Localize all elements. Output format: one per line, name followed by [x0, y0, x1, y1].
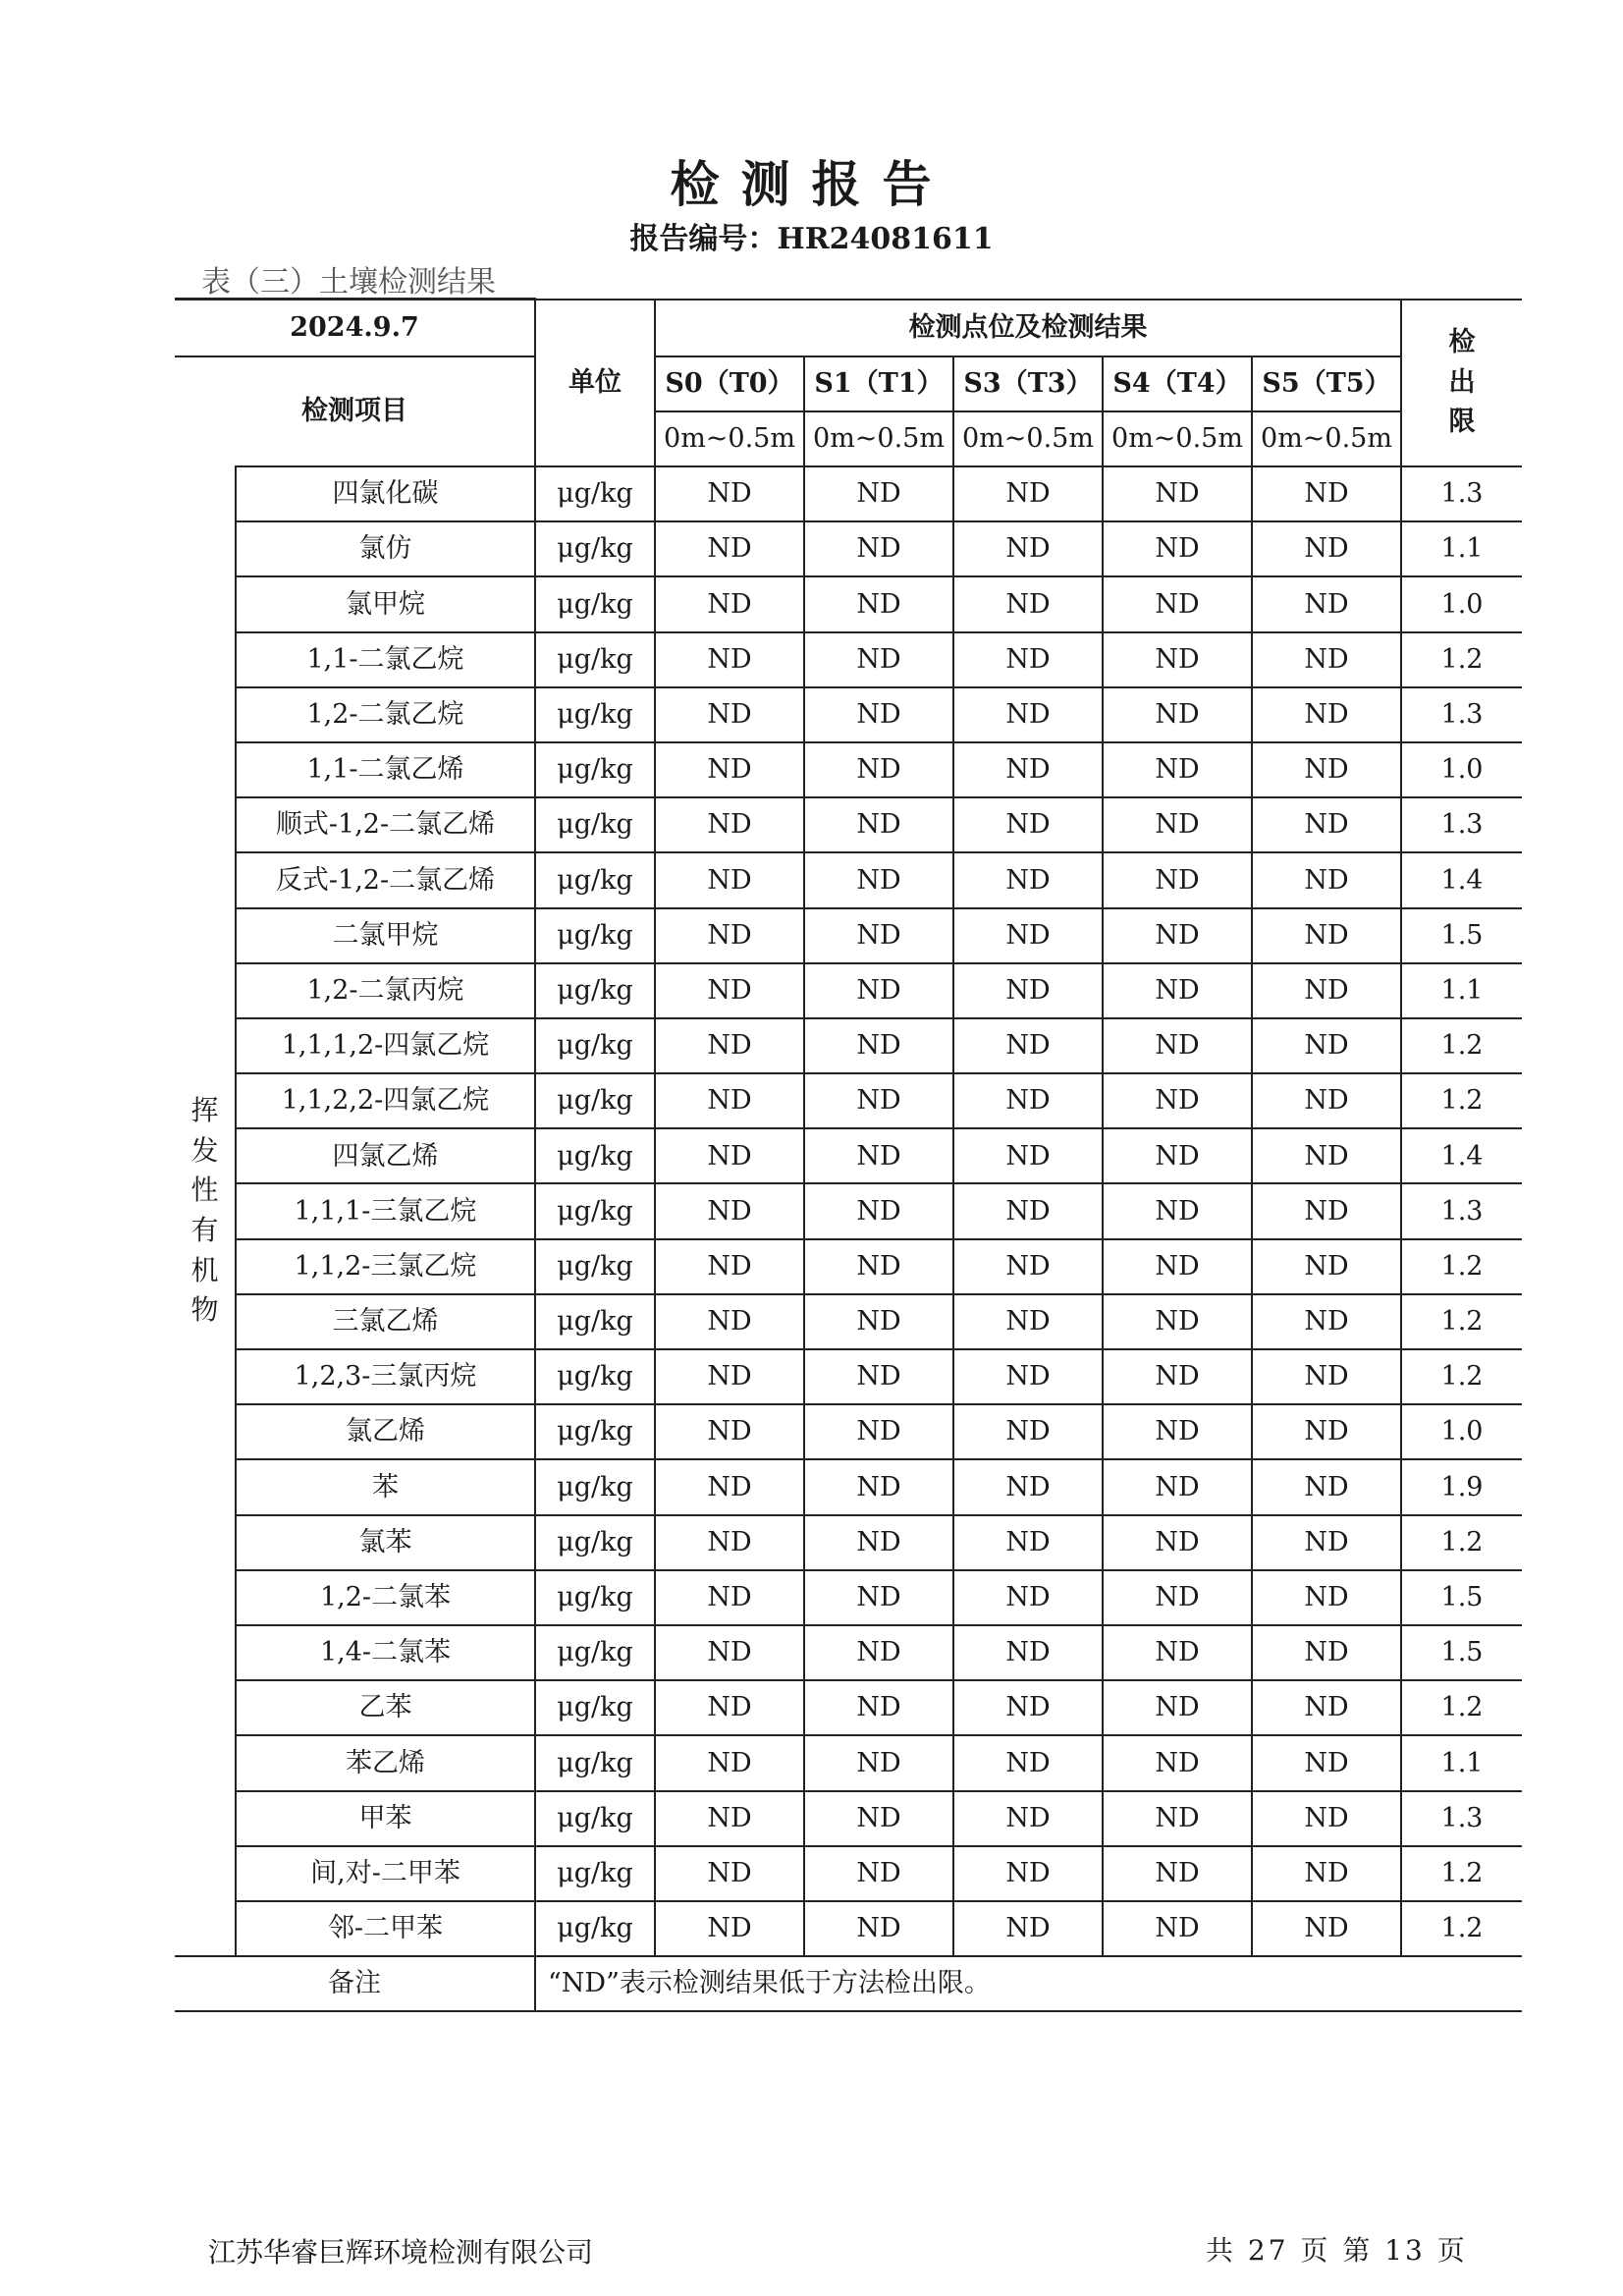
unit-header: 单位: [535, 300, 655, 467]
item-unit: μg/kg: [535, 576, 655, 631]
item-name: 甲苯: [236, 1791, 535, 1846]
results-header: 检测点位及检测结果: [655, 300, 1401, 357]
table-row: [175, 1791, 1522, 1846]
result-value: ND: [1252, 797, 1401, 852]
remark-label: 备注: [175, 1956, 535, 2011]
result-value: ND: [1103, 1183, 1252, 1238]
item-unit: μg/kg: [535, 1073, 655, 1128]
result-value: ND: [655, 1239, 804, 1294]
item-unit: μg/kg: [535, 1515, 655, 1570]
item-unit: μg/kg: [535, 1901, 655, 1956]
remark-text: “ND”表示检测结果低于方法检出限。: [535, 1956, 1522, 2011]
table-row: [175, 1735, 1522, 1790]
result-value: ND: [1252, 1515, 1401, 1570]
result-value: ND: [655, 1515, 804, 1570]
item-unit: μg/kg: [535, 1183, 655, 1238]
result-value: ND: [953, 687, 1103, 742]
table-row: [175, 797, 1522, 852]
result-value: ND: [1252, 963, 1401, 1018]
item-name: 1,1,1-三氯乙烷: [236, 1183, 535, 1238]
result-value: ND: [1252, 1018, 1401, 1073]
item-unit: μg/kg: [535, 521, 655, 576]
result-value: ND: [655, 1791, 804, 1846]
group-label-char: 发: [190, 1133, 219, 1167]
item-unit: μg/kg: [535, 687, 655, 742]
result-value: ND: [1103, 797, 1252, 852]
item-name: 1,2-二氯苯: [236, 1570, 535, 1625]
item-name: 1,2,3-三氯丙烷: [236, 1349, 535, 1404]
result-value: ND: [1252, 1625, 1401, 1680]
item-unit: μg/kg: [535, 1791, 655, 1846]
table-row: [175, 1570, 1522, 1625]
item-unit: μg/kg: [535, 1018, 655, 1073]
group-label-char: 有: [190, 1214, 219, 1247]
detection-limit: 1.1: [1401, 963, 1522, 1018]
result-value: ND: [655, 1570, 804, 1625]
result-value: ND: [1103, 1349, 1252, 1404]
result-value: ND: [1252, 521, 1401, 576]
result-value: ND: [1252, 1404, 1401, 1459]
table-row: [175, 1515, 1522, 1570]
result-value: ND: [804, 576, 953, 631]
result-value: ND: [1103, 521, 1252, 576]
result-value: ND: [1103, 908, 1252, 963]
result-value: ND: [1252, 908, 1401, 963]
table-caption: 表（三）土壤检测结果: [201, 265, 496, 300]
item-name: 1,2-二氯丙烷: [236, 963, 535, 1018]
station-header: S3（T3）: [953, 356, 1103, 411]
result-value: ND: [1103, 1018, 1252, 1073]
result-value: ND: [804, 908, 953, 963]
item-unit: μg/kg: [535, 1459, 655, 1514]
result-value: ND: [804, 1073, 953, 1128]
result-value: ND: [804, 1515, 953, 1570]
result-value: ND: [953, 1239, 1103, 1294]
table-row: [175, 1680, 1522, 1735]
item-unit: μg/kg: [535, 963, 655, 1018]
table-row: [175, 687, 1522, 742]
result-value: ND: [804, 797, 953, 852]
item-name: 1,1-二氯乙烯: [236, 742, 535, 797]
result-value: ND: [655, 1846, 804, 1901]
result-value: ND: [1103, 1128, 1252, 1183]
result-value: ND: [953, 1625, 1103, 1680]
item-unit: μg/kg: [535, 632, 655, 687]
item-name: 邻-二甲苯: [236, 1901, 535, 1956]
group-label-char: 机: [190, 1253, 219, 1286]
detection-limit: 1.1: [1401, 1735, 1522, 1790]
result-value: ND: [1103, 1846, 1252, 1901]
table-row: [175, 1128, 1522, 1183]
limit-header: [1401, 300, 1522, 467]
result-value: ND: [804, 1570, 953, 1625]
result-value: ND: [953, 1846, 1103, 1901]
result-value: ND: [655, 1901, 804, 1956]
item-unit: μg/kg: [535, 1846, 655, 1901]
detection-limit: 1.4: [1401, 852, 1522, 907]
result-value: ND: [1103, 1459, 1252, 1514]
table-row: [175, 1183, 1522, 1238]
result-value: ND: [1103, 632, 1252, 687]
result-value: ND: [1252, 1128, 1401, 1183]
result-value: ND: [953, 1901, 1103, 1956]
detection-limit: 1.9: [1401, 1459, 1522, 1514]
table-row: [175, 963, 1522, 1018]
detection-limit: 1.2: [1401, 1239, 1522, 1294]
result-value: ND: [1103, 1515, 1252, 1570]
table-row: [175, 1018, 1522, 1073]
result-value: ND: [804, 521, 953, 576]
item-name: 四氯乙烯: [236, 1128, 535, 1183]
table-row: [175, 1294, 1522, 1349]
item-name: 反式-1,2-二氯乙烯: [236, 852, 535, 907]
table-row: [175, 576, 1522, 631]
table-row: [175, 632, 1522, 687]
result-value: ND: [1103, 1570, 1252, 1625]
result-value: ND: [953, 466, 1103, 521]
result-value: ND: [953, 1515, 1103, 1570]
detection-limit: 1.3: [1401, 687, 1522, 742]
result-value: ND: [1252, 852, 1401, 907]
detection-limit: 1.3: [1401, 466, 1522, 521]
result-value: ND: [1103, 576, 1252, 631]
result-value: ND: [953, 632, 1103, 687]
limit-header-text: 检出限: [1448, 327, 1476, 437]
detection-limit: 1.3: [1401, 797, 1522, 852]
result-value: ND: [655, 1625, 804, 1680]
result-value: ND: [655, 963, 804, 1018]
detection-limit: 1.2: [1401, 1515, 1522, 1570]
report-number: 报告编号：HR24081611: [629, 222, 994, 256]
item-name: 顺式-1,2-二氯乙烯: [236, 797, 535, 852]
result-value: ND: [804, 1128, 953, 1183]
result-value: ND: [1103, 1735, 1252, 1790]
company-name: 江苏华睿巨辉环境检测有限公司: [208, 2236, 594, 2269]
item-unit: μg/kg: [535, 797, 655, 852]
item-name: 二氯甲烷: [236, 908, 535, 963]
result-value: ND: [1252, 1459, 1401, 1514]
detection-limit: 1.2: [1401, 1846, 1522, 1901]
result-value: ND: [655, 1073, 804, 1128]
table-row: [175, 1846, 1522, 1901]
result-value: ND: [655, 908, 804, 963]
item-unit: μg/kg: [535, 1239, 655, 1294]
date-cell: 2024.9.7: [175, 300, 535, 357]
item-unit: μg/kg: [535, 466, 655, 521]
result-value: ND: [1252, 1680, 1401, 1735]
result-value: ND: [1252, 466, 1401, 521]
item-unit: μg/kg: [535, 1625, 655, 1680]
item-header: 检测项目: [175, 356, 535, 466]
result-value: ND: [1252, 742, 1401, 797]
item-name: 苯: [236, 1459, 535, 1514]
depth-header: 0m~0.5m: [1103, 411, 1252, 466]
detection-limit: 1.3: [1401, 1791, 1522, 1846]
result-value: ND: [1252, 1791, 1401, 1846]
result-value: ND: [1103, 963, 1252, 1018]
result-value: ND: [953, 1404, 1103, 1459]
group-label-char: 物: [190, 1293, 219, 1327]
item-unit: μg/kg: [535, 1128, 655, 1183]
detection-limit: 1.2: [1401, 1901, 1522, 1956]
item-name: 氯乙烯: [236, 1404, 535, 1459]
detection-limit: 1.0: [1401, 1404, 1522, 1459]
result-value: ND: [804, 852, 953, 907]
item-name: 1,2-二氯乙烷: [236, 687, 535, 742]
result-value: ND: [804, 466, 953, 521]
table-row: [175, 1073, 1522, 1128]
detection-limit: 1.5: [1401, 1625, 1522, 1680]
result-value: ND: [1252, 1073, 1401, 1128]
result-value: ND: [1252, 1294, 1401, 1349]
result-value: ND: [804, 1404, 953, 1459]
detection-limit: 1.2: [1401, 1073, 1522, 1128]
result-value: ND: [1103, 1625, 1252, 1680]
item-name: 乙苯: [236, 1680, 535, 1735]
table-row: [175, 1625, 1522, 1680]
result-value: ND: [804, 1791, 953, 1846]
result-value: ND: [804, 1625, 953, 1680]
result-value: ND: [655, 1680, 804, 1735]
item-name: 三氯乙烯: [236, 1294, 535, 1349]
result-value: ND: [655, 1404, 804, 1459]
item-name: 间,对-二甲苯: [236, 1846, 535, 1901]
detection-limit: 1.2: [1401, 632, 1522, 687]
result-value: ND: [1103, 1073, 1252, 1128]
result-value: ND: [953, 1459, 1103, 1514]
result-value: ND: [655, 1294, 804, 1349]
result-value: ND: [1252, 1901, 1401, 1956]
result-value: ND: [953, 1183, 1103, 1238]
result-value: ND: [655, 1183, 804, 1238]
result-value: ND: [953, 1570, 1103, 1625]
result-value: ND: [804, 1901, 953, 1956]
depth-header: 0m~0.5m: [655, 411, 804, 466]
detection-limit: 1.0: [1401, 576, 1522, 631]
result-value: ND: [804, 1294, 953, 1349]
result-value: ND: [1252, 576, 1401, 631]
result-value: ND: [953, 1680, 1103, 1735]
result-value: ND: [655, 1128, 804, 1183]
result-value: ND: [655, 687, 804, 742]
result-value: ND: [953, 1294, 1103, 1349]
group-label-char: 挥: [190, 1094, 219, 1127]
result-value: ND: [804, 632, 953, 687]
depth-header: 0m~0.5m: [1252, 411, 1401, 466]
group-label-char: 性: [190, 1174, 219, 1207]
result-value: ND: [655, 576, 804, 631]
item-name: 氯甲烷: [236, 576, 535, 631]
item-name: 1,1,2-三氯乙烷: [236, 1239, 535, 1294]
result-value: ND: [953, 1128, 1103, 1183]
result-value: ND: [804, 687, 953, 742]
result-value: ND: [1252, 1183, 1401, 1238]
detection-limit: 1.2: [1401, 1294, 1522, 1349]
result-value: ND: [953, 1018, 1103, 1073]
group-label: [175, 466, 236, 1956]
result-value: ND: [1103, 852, 1252, 907]
result-value: ND: [1103, 1294, 1252, 1349]
result-value: ND: [1103, 1901, 1252, 1956]
item-unit: μg/kg: [535, 1349, 655, 1404]
result-value: ND: [804, 1349, 953, 1404]
detection-limit: 1.2: [1401, 1018, 1522, 1073]
result-value: ND: [953, 1349, 1103, 1404]
result-value: ND: [953, 1791, 1103, 1846]
result-value: ND: [655, 632, 804, 687]
result-value: ND: [804, 963, 953, 1018]
result-value: ND: [655, 1018, 804, 1073]
detection-limit: 1.0: [1401, 742, 1522, 797]
result-value: ND: [953, 742, 1103, 797]
result-value: ND: [655, 797, 804, 852]
table-row: [175, 1239, 1522, 1294]
result-value: ND: [1103, 1239, 1252, 1294]
depth-header: 0m~0.5m: [953, 411, 1103, 466]
result-value: ND: [655, 1459, 804, 1514]
item-unit: μg/kg: [535, 742, 655, 797]
result-value: ND: [953, 908, 1103, 963]
station-header: S5（T5）: [1252, 356, 1401, 411]
item-name: 氯苯: [236, 1515, 535, 1570]
item-unit: μg/kg: [535, 1404, 655, 1459]
result-value: ND: [1103, 1404, 1252, 1459]
result-value: ND: [804, 1018, 953, 1073]
detection-limit: 1.2: [1401, 1680, 1522, 1735]
detection-limit: 1.1: [1401, 521, 1522, 576]
result-value: ND: [1103, 687, 1252, 742]
result-value: ND: [953, 963, 1103, 1018]
table-row: [175, 1459, 1522, 1514]
detection-limit: 1.4: [1401, 1128, 1522, 1183]
result-value: ND: [655, 742, 804, 797]
item-unit: μg/kg: [535, 1294, 655, 1349]
station-header: S1（T1）: [804, 356, 953, 411]
detection-limit: 1.3: [1401, 1183, 1522, 1238]
item-name: 1,1,2,2-四氯乙烷: [236, 1073, 535, 1128]
result-value: ND: [953, 1735, 1103, 1790]
result-value: ND: [1252, 1735, 1401, 1790]
result-value: ND: [1103, 466, 1252, 521]
result-value: ND: [1252, 1239, 1401, 1294]
item-unit: μg/kg: [535, 1735, 655, 1790]
remark-row: [175, 1956, 1522, 2011]
item-unit: μg/kg: [535, 852, 655, 907]
result-value: ND: [804, 1846, 953, 1901]
item-name: 氯仿: [236, 521, 535, 576]
item-name: 1,1,1,2-四氯乙烷: [236, 1018, 535, 1073]
item-unit: μg/kg: [535, 908, 655, 963]
detection-limit: 1.5: [1401, 1570, 1522, 1625]
result-value: ND: [655, 466, 804, 521]
result-value: ND: [804, 1735, 953, 1790]
page-number: 共 27 页 第 13 页: [1206, 2234, 1468, 2267]
item-name: 1,1-二氯乙烷: [236, 632, 535, 687]
table-row: [175, 1404, 1522, 1459]
detection-limit: 1.5: [1401, 908, 1522, 963]
item-unit: μg/kg: [535, 1680, 655, 1735]
result-value: ND: [655, 1735, 804, 1790]
table-row: [175, 1901, 1522, 1956]
table-row: [175, 742, 1522, 797]
result-value: ND: [804, 1459, 953, 1514]
depth-header: 0m~0.5m: [804, 411, 953, 466]
item-name: 苯乙烯: [236, 1735, 535, 1790]
station-header: S4（T4）: [1103, 356, 1252, 411]
table-row: [175, 908, 1522, 963]
result-value: ND: [804, 1680, 953, 1735]
result-value: ND: [1103, 1791, 1252, 1846]
result-value: ND: [1252, 687, 1401, 742]
table-row: [175, 852, 1522, 907]
soil-results-table: [175, 298, 1522, 2012]
item-name: 1,4-二氯苯: [236, 1625, 535, 1680]
result-value: ND: [1252, 1570, 1401, 1625]
result-value: ND: [953, 797, 1103, 852]
result-value: ND: [655, 1349, 804, 1404]
table-row: [175, 466, 1522, 521]
result-value: ND: [1252, 1349, 1401, 1404]
result-value: ND: [804, 742, 953, 797]
item-unit: μg/kg: [535, 1570, 655, 1625]
result-value: ND: [953, 1073, 1103, 1128]
result-value: ND: [953, 576, 1103, 631]
result-value: ND: [1252, 1846, 1401, 1901]
result-value: ND: [1103, 742, 1252, 797]
result-value: ND: [953, 521, 1103, 576]
table-row: [175, 521, 1522, 576]
result-value: ND: [804, 1183, 953, 1238]
item-name: 四氯化碳: [236, 466, 535, 521]
station-header: S0（T0）: [655, 356, 804, 411]
report-title: 检测报告: [670, 155, 953, 213]
result-value: ND: [1103, 1680, 1252, 1735]
result-value: ND: [804, 1239, 953, 1294]
result-value: ND: [655, 852, 804, 907]
detection-limit: 1.2: [1401, 1349, 1522, 1404]
result-value: ND: [655, 521, 804, 576]
result-value: ND: [1252, 632, 1401, 687]
table-row: [175, 1349, 1522, 1404]
result-value: ND: [953, 852, 1103, 907]
